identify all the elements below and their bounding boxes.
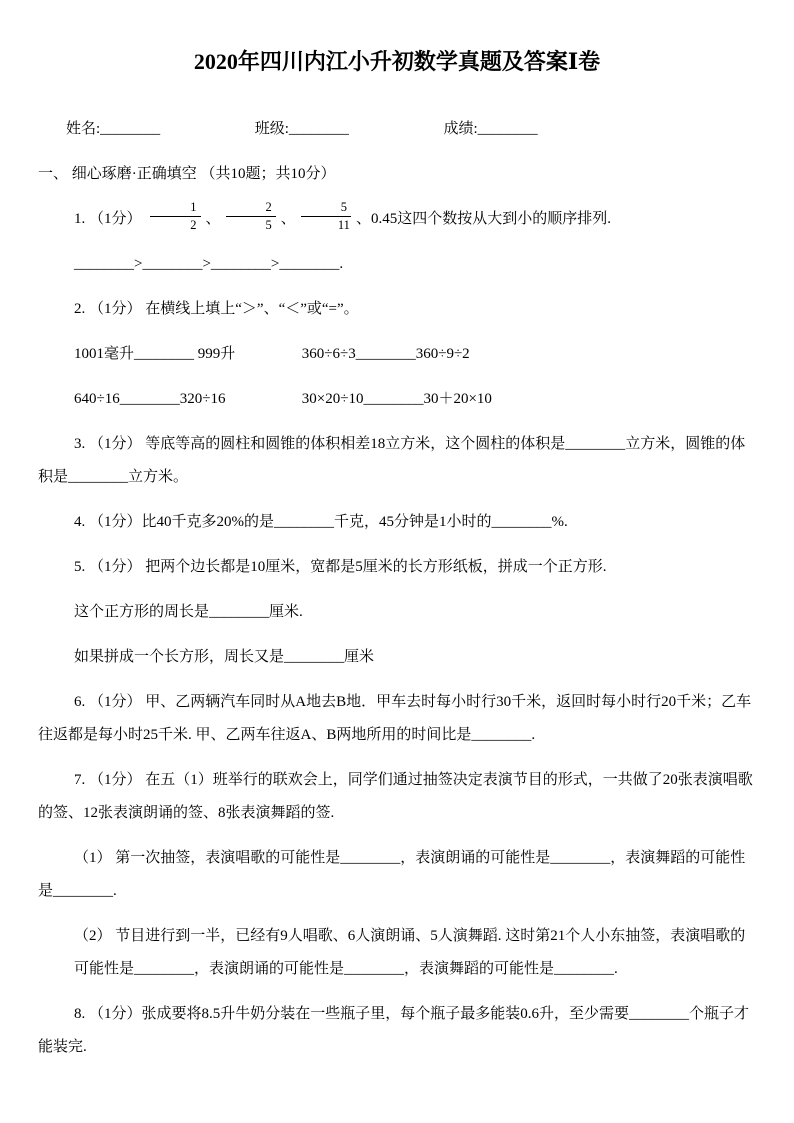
class-field	[255, 113, 440, 146]
q2-compare-item-right: 30×20÷10________30＋20×10	[301, 390, 492, 407]
question-8: 8. （1分）张成要将8.5升牛奶分装在一些瓶子里，每个瓶子最多能装0.6升，至少需要________个瓶子才能装完.	[38, 1005, 750, 1055]
fraction-denominator: 5	[265, 217, 272, 232]
q1-separator: 、	[205, 210, 221, 227]
q2-compare-item-left: 1001毫升________ 999升	[74, 345, 236, 362]
class-blank: ________	[288, 120, 349, 137]
fraction-numerator: 1	[150, 200, 200, 216]
q7-part-1: （1） 第一次抽签，表演唱歌的可能性是________，表演朗诵的可能性是________，表演舞蹈的可能性是________.	[38, 849, 746, 899]
fraction-one-half	[150, 200, 200, 232]
question-2-stem: 2. （1分） 在横线上填上“＞”、“＜”或“=”。	[74, 300, 359, 317]
question-3: 3. （1分） 等底等高的圆柱和圆锥的体积相差18立方米，这个圆柱的体积是________立方米，圆锥的体积是________立方米。	[38, 435, 746, 485]
question-4: 4. （1分）比40千克多20%的是________千克，45分钟是1小时的________%.	[74, 513, 568, 530]
fraction-numerator: 5	[301, 200, 351, 216]
q2-compare-item-left: 640÷16________320÷16	[74, 390, 226, 407]
student-info-row	[38, 113, 756, 146]
q1-suffix: 、0.45这四个数按从大到小的顺序排列.	[356, 210, 612, 227]
score-blank: ________	[477, 120, 538, 137]
name-field	[66, 113, 251, 146]
score-label: 成绩:	[443, 120, 478, 137]
name-label: 姓名:	[66, 120, 101, 137]
fraction-denominator: 2	[190, 217, 197, 232]
question-5-stem: 5. （1分） 把两个边长都是10厘米，宽都是5厘米的长方形纸板，拼成一个正方形.	[74, 558, 607, 575]
q1-answer-line: ________>________>________>________.	[74, 255, 344, 272]
page-title: 2020年四川内江小升初数学真题及答案Ⅰ卷	[193, 49, 601, 74]
q2-row-2	[38, 383, 756, 416]
fraction-five-elevenths	[301, 200, 351, 232]
fraction-numerator: 2	[226, 200, 276, 216]
q5-line-rectangle-perimeter: 如果拼成一个长方形，周长又是________厘米	[74, 648, 375, 665]
q2-compare-item-right: 360÷6÷3________360÷9÷2	[301, 345, 470, 362]
section-1-heading: 一、 细心琢磨·正确填空 （共10题；共10分）	[38, 165, 336, 182]
question-6: 6. （1分） 甲、乙两辆汽车同时从A地去B地．甲车去时每小时行30千米，返回时每小时行20千米；乙车往返都是每小时25千米. 甲、乙两车往返A、B两地所用的时间比是________.	[38, 693, 752, 743]
q5-line-square-perimeter: 这个正方形的周长是________厘米.	[74, 603, 303, 620]
score-field	[444, 113, 629, 146]
fraction-denominator: 11	[337, 217, 350, 232]
q1-prefix: 1. （1分）	[74, 210, 146, 227]
q1-separator: 、	[280, 210, 296, 227]
q7-part-2: （2） 节目进行到一半，已经有9人唱歌、6人演朗诵、5人演舞蹈. 这时第21个人小东抽签，表演唱歌的可能性是________，表演朗诵的可能性是________，表演舞蹈的可能性是________.	[74, 927, 746, 977]
question-7-stem: 7. （1分） 在五（1）班举行的联欢会上，同学们通过抽签决定表演节目的形式，一共做了20张表演唱歌的签、12张表演朗诵的签、8张表演舞蹈的签.	[38, 771, 753, 821]
class-label: 班级:	[254, 120, 289, 137]
name-blank: ________	[100, 120, 161, 137]
q2-row-1	[38, 338, 756, 371]
fraction-two-fifths	[226, 200, 276, 232]
question-1-stem	[38, 200, 756, 236]
